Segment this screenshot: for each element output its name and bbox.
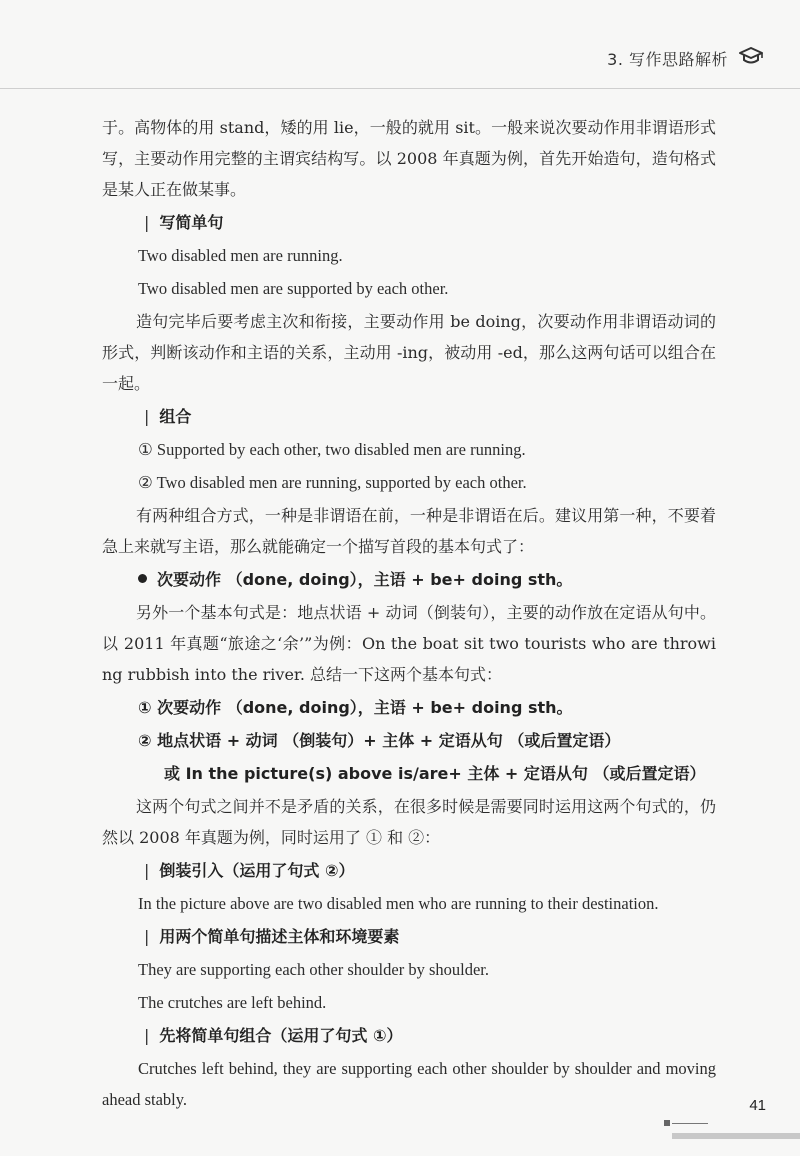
footer-marker	[664, 1120, 670, 1126]
example-sentence: ① Supported by each other, two disabled men are running.	[138, 440, 526, 459]
subheading-text: 先将简单句组合（运用了句式 ①）	[159, 1026, 403, 1045]
example-sentence: ② Two disabled men are running, supported by each other.	[138, 473, 527, 492]
page-header	[607, 46, 764, 70]
example-sentence: Two disabled men are supported by each other.	[138, 279, 449, 298]
paragraph: 有两种组合方式，一种是非谓语在前，一种是非谓语在后。建议用第一种，不要着急上来就写主语，那么就能确定一个描写首段的基本句式了：	[102, 506, 716, 556]
subheading	[102, 207, 716, 238]
example-sentence: They are supporting each other shoulder by shoulder.	[138, 960, 489, 979]
footer-rule	[672, 1123, 708, 1124]
subheading	[102, 855, 716, 886]
paragraph: 另外一个基本句式是：地点状语 + 动词（倒装句），主要的动作放在定语从句中。以 2011 年真题“旅途之‘余’”为例：On the boat sit two tourists who are throwing rubbish into the river. 总结一下这两个基本句式：	[102, 603, 716, 684]
page-body	[102, 112, 716, 1115]
heading-marker: |	[144, 861, 150, 880]
bullet-icon	[138, 574, 147, 583]
subheading	[102, 921, 716, 952]
subheading	[102, 401, 716, 432]
example-sentence: The crutches are left behind.	[138, 993, 327, 1012]
heading-marker: |	[144, 213, 150, 232]
example-sentence: In the picture above are two disabled men who are running to their destination.	[138, 894, 659, 913]
paragraph: 造句完毕后要考虑主次和衔接，主要动作用 be doing，次要动作用非谓语动词的形式，判断该动作和主语的关系，主动用 -ing，被动用 -ed，那么这两句话可以组合在一起。	[102, 312, 716, 393]
footer-bar	[672, 1133, 800, 1139]
heading-marker: |	[144, 407, 150, 426]
formula	[102, 564, 716, 595]
paragraph: 于。高物体的用 stand，矮的用 lie，一般的就用 sit。一般来说次要动作用非谓语形式写，主要动作用完整的主谓宾结构写。以 2008 年真题为例，首先开始造句，造句格式是某人正在做某事。	[102, 118, 716, 199]
example-sentence: Two disabled men are running.	[138, 246, 343, 265]
page-number: 41	[749, 1097, 766, 1114]
subheading-text: 写简单句	[159, 213, 224, 232]
heading-marker: |	[144, 1026, 150, 1045]
subheading-text: 组合	[159, 407, 192, 426]
formula-text: 次要动作 （done, doing），主语 + be+ doing sth。	[157, 570, 573, 589]
subheading	[102, 1020, 716, 1051]
formula: ① 次要动作 （done, doing），主语 + be+ doing sth。	[138, 698, 573, 717]
header-rule	[0, 88, 800, 89]
formula: ② 地点状语 + 动词 （倒装句）+ 主体 + 定语从句 （或后置定语）	[138, 731, 621, 750]
subheading-text: 用两个简单句描述主体和环境要素	[159, 927, 400, 946]
section-title: 3. 写作思路解析	[607, 49, 728, 69]
heading-marker: |	[144, 927, 150, 946]
formula: 或 In the picture(s) above is/are+ 主体 + 定语从句 （或后置定语）	[164, 764, 706, 783]
paragraph: 这两个句式之间并不是矛盾的关系，在很多时候是需要同时运用这两个句式的，仍然以 2008 年真题为例，同时运用了 ① 和 ②：	[102, 797, 716, 847]
graduation-cap-icon	[738, 46, 764, 70]
paragraph: Crutches left behind, they are supporting each other shoulder by shoulder and moving ahead stably.	[102, 1059, 716, 1109]
subheading-text: 倒装引入（运用了句式 ②）	[159, 861, 355, 880]
